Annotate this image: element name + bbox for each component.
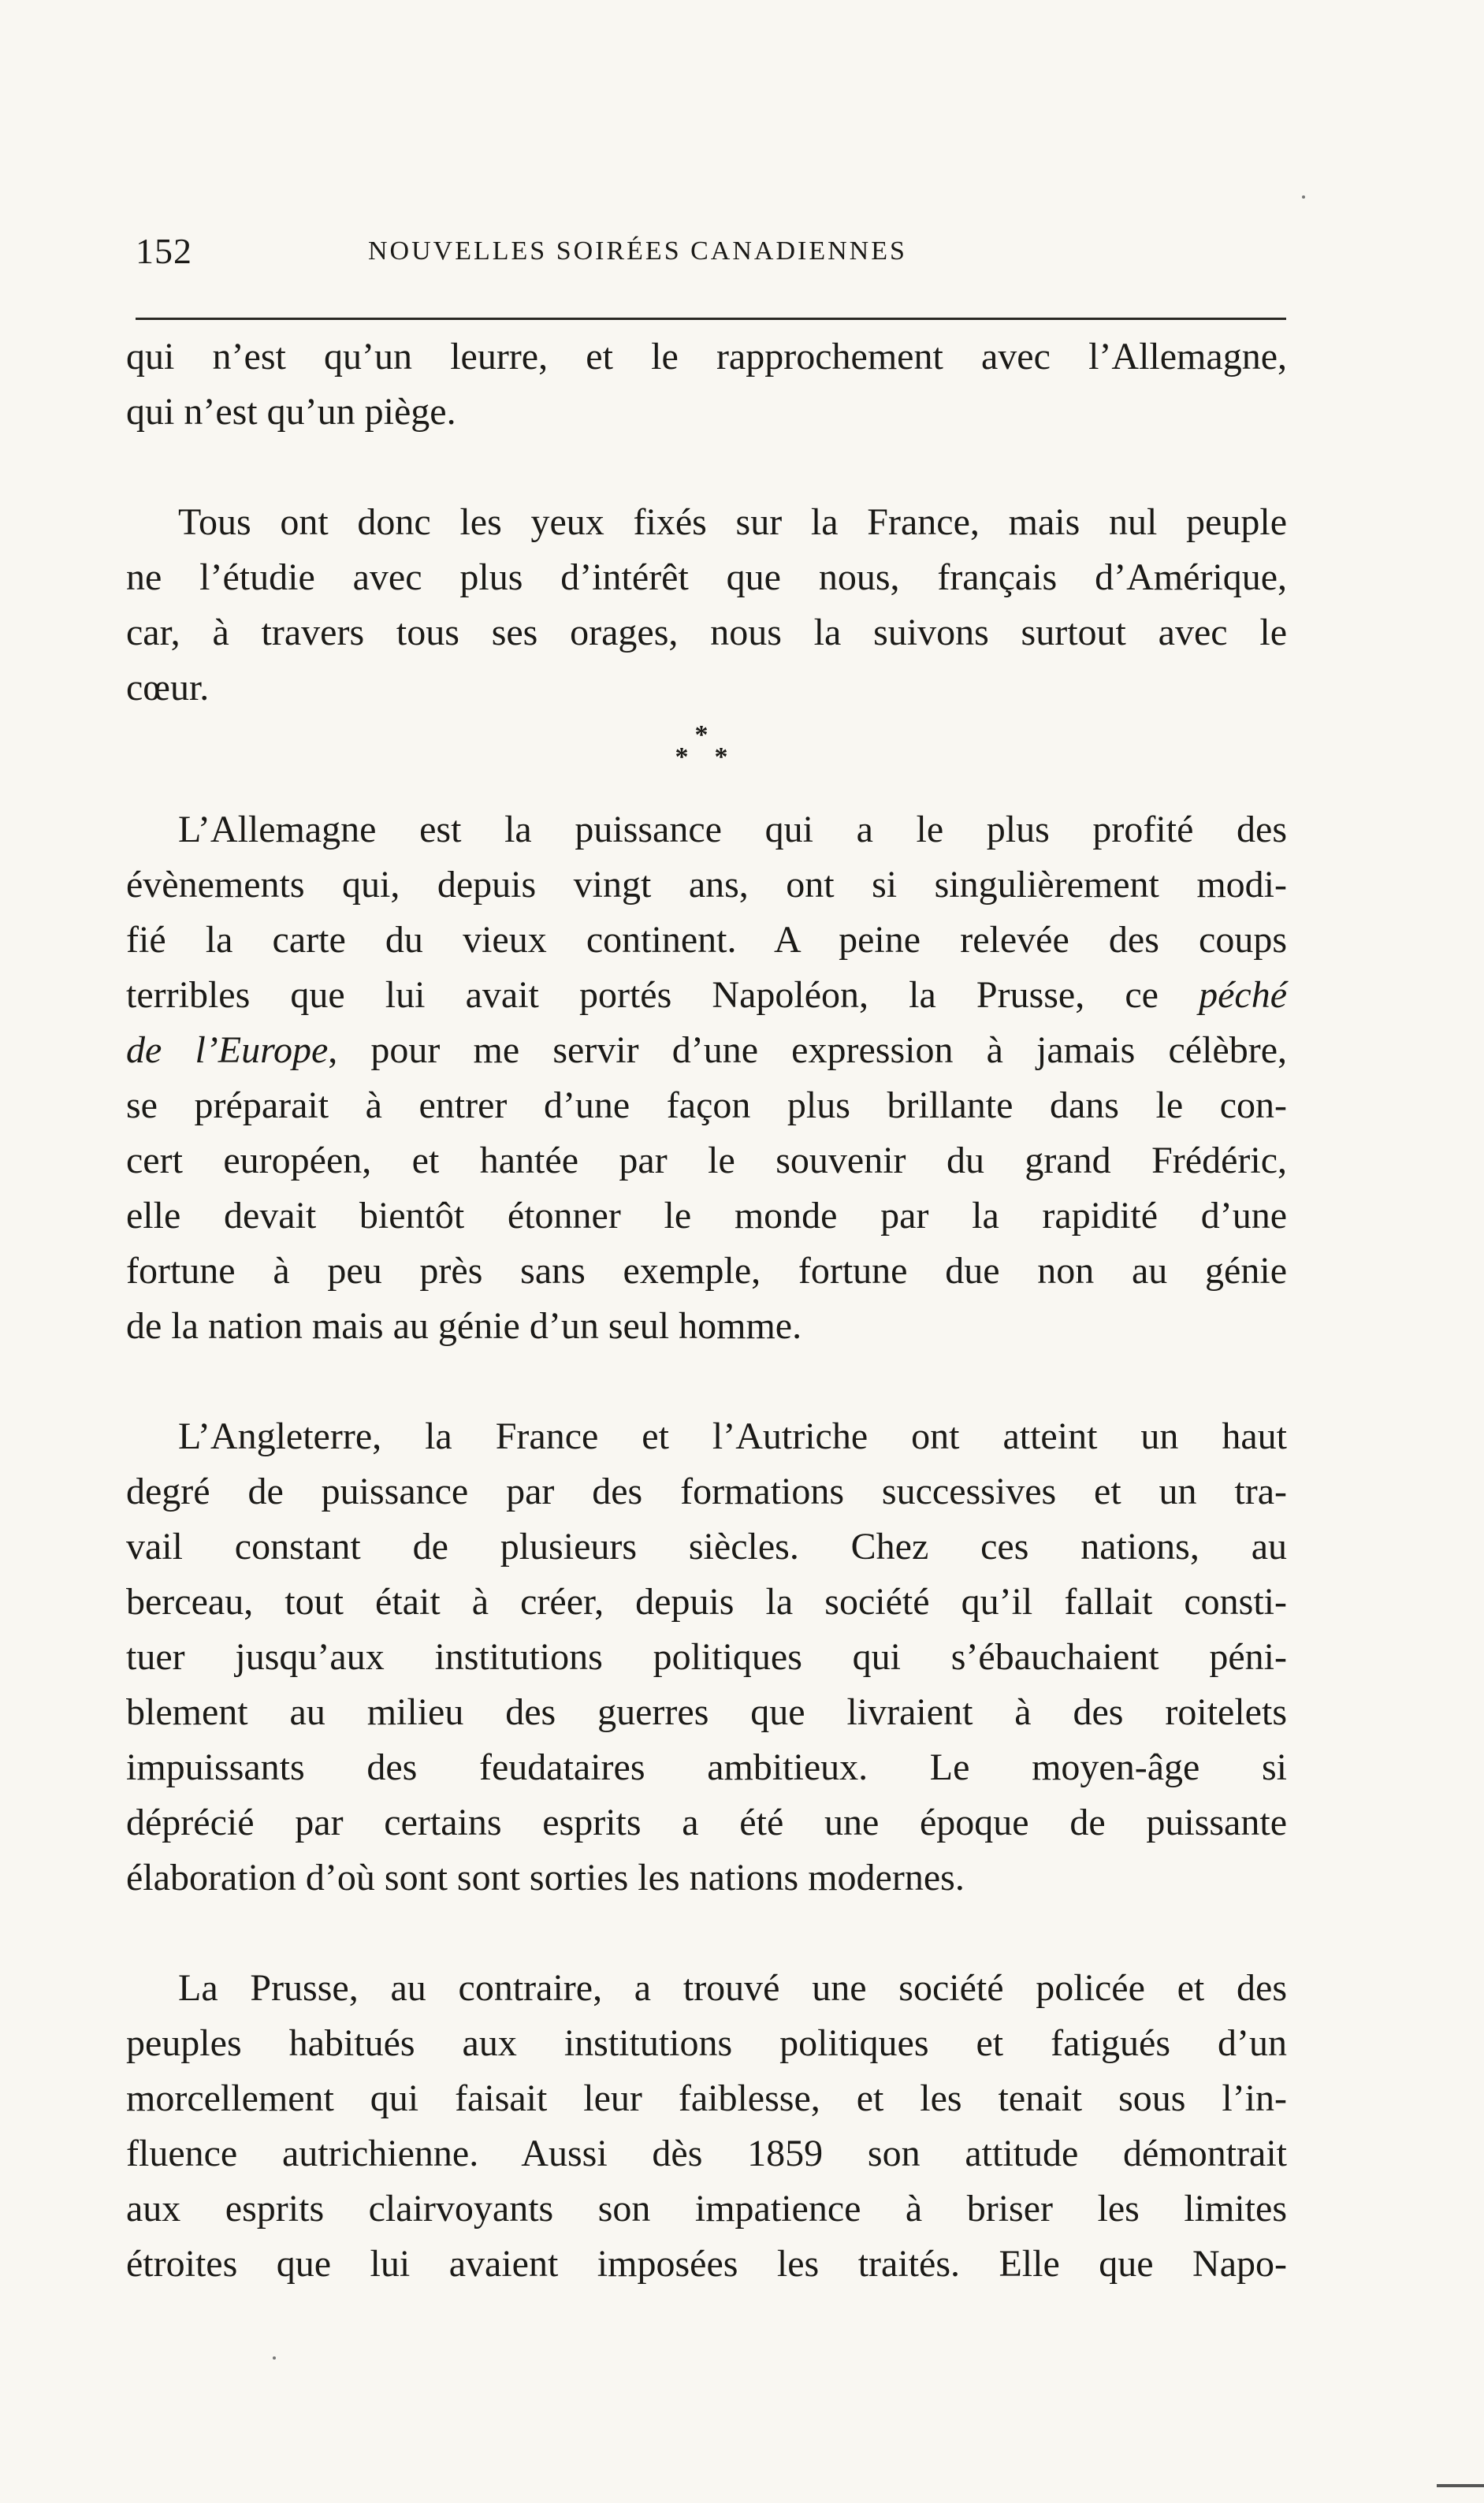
- scan-speck: [1302, 195, 1305, 199]
- paragraph-1: [126, 329, 1287, 440]
- text-line: cert européen, et hantée par le souvenir du grand Frédéric,: [126, 1140, 1287, 1181]
- text-line: vail constant de plusieurs siècles. Chez ces nations, au: [126, 1526, 1287, 1568]
- text-line: elle devait bientôt étonner le monde par la rapidité d’une: [126, 1195, 1287, 1237]
- text-line: La Prusse, au contraire, a trouvé une société policée et des: [178, 1967, 1287, 2009]
- text-line: impuissants des feudataires ambitieux. Le moyen-âge si: [126, 1746, 1287, 1788]
- text-line: évènements qui, depuis vingt ans, ont si singulièrement modi-: [126, 864, 1287, 906]
- scan-speck: [273, 2356, 276, 2360]
- text-line: blement au milieu des guerres que livraient à des roitelets: [126, 1691, 1287, 1733]
- text-line: élaboration d’où sont sont sorties les nations modernes.: [126, 1857, 965, 1899]
- text-line: berceau, tout était à créer, depuis la société qu’il fallait consti-: [126, 1581, 1287, 1623]
- text-line: Tous ont donc les yeux fixés sur la France, mais nul peuple: [178, 501, 1287, 543]
- text-line: déprécié par certains esprits a été une époque de puissante: [126, 1802, 1287, 1843]
- text-line: fortune à peu près sans exemple, fortune due non au génie: [126, 1250, 1287, 1292]
- paragraph-5: [126, 1961, 1287, 2292]
- text-line: qui n’est qu’un leurre, et le rapprochement avec l’Allemagne,: [126, 336, 1287, 377]
- asterism-separator: [660, 716, 754, 802]
- text-line: cœur.: [126, 667, 210, 709]
- text-line: morcellement qui faisait leur faiblesse, et les tenait sous l’in-: [126, 2077, 1287, 2119]
- text-line: degré de puissance par des formations successives et un tra-: [126, 1471, 1287, 1512]
- text-line: car, à travers tous ses orages, nous la suivons surtout avec le: [126, 612, 1287, 653]
- paragraph-4: [126, 1409, 1287, 1906]
- text-line: se préparait à entrer d’une façon plus brillante dans le con-: [126, 1084, 1287, 1126]
- text-line: ne l’étudie avec plus d’intérêt que nous, français d’Amérique,: [126, 556, 1287, 598]
- text-line: peuples habitués aux institutions politiques et fatigués d’un: [126, 2022, 1287, 2064]
- asterism-star: *: [694, 720, 709, 749]
- header-rule: [136, 318, 1286, 320]
- text-line: qui n’est qu’un piège.: [126, 391, 456, 433]
- text-line: fié la carte du vieux continent. A peine relevée des coups: [126, 919, 1287, 961]
- text-line: terribles que lui avait portés Napoléon, la Prusse, ce péché: [126, 974, 1287, 1016]
- text-line: de l’Europe, pour me servir d’une expression à jamais célèbre,: [126, 1029, 1287, 1071]
- text-line: L’Allemagne est la puissance qui a le plus profité des: [178, 809, 1287, 850]
- text-line: étroites que lui avaient imposées les traités. Elle que Napo-: [126, 2243, 1287, 2285]
- text-line: tuer jusqu’aux institutions politiques qui s’ébauchaient péni-: [126, 1636, 1287, 1678]
- text-line: de la nation mais au génie d’un seul homme.: [126, 1305, 802, 1347]
- text-line: fluence autrichienne. Aussi dès 1859 son attitude démontrait: [126, 2133, 1287, 2174]
- page-header: [136, 230, 1286, 277]
- asterism-star: *: [675, 742, 689, 772]
- text-line: aux esprits clairvoyants son impatience à briser les limites: [126, 2188, 1287, 2230]
- page-number: 152: [136, 231, 192, 271]
- paragraph-3: [126, 802, 1287, 1354]
- scan-edge-mark: [1437, 2484, 1484, 2487]
- asterism-star: *: [714, 742, 728, 772]
- body-text: [126, 329, 1287, 2292]
- text-line: L’Angleterre, la France et l’Autriche ont atteint un haut: [178, 1415, 1287, 1457]
- running-title: NOUVELLES SOIRÉES CANADIENNES: [368, 236, 907, 266]
- paragraph-2: [126, 495, 1287, 716]
